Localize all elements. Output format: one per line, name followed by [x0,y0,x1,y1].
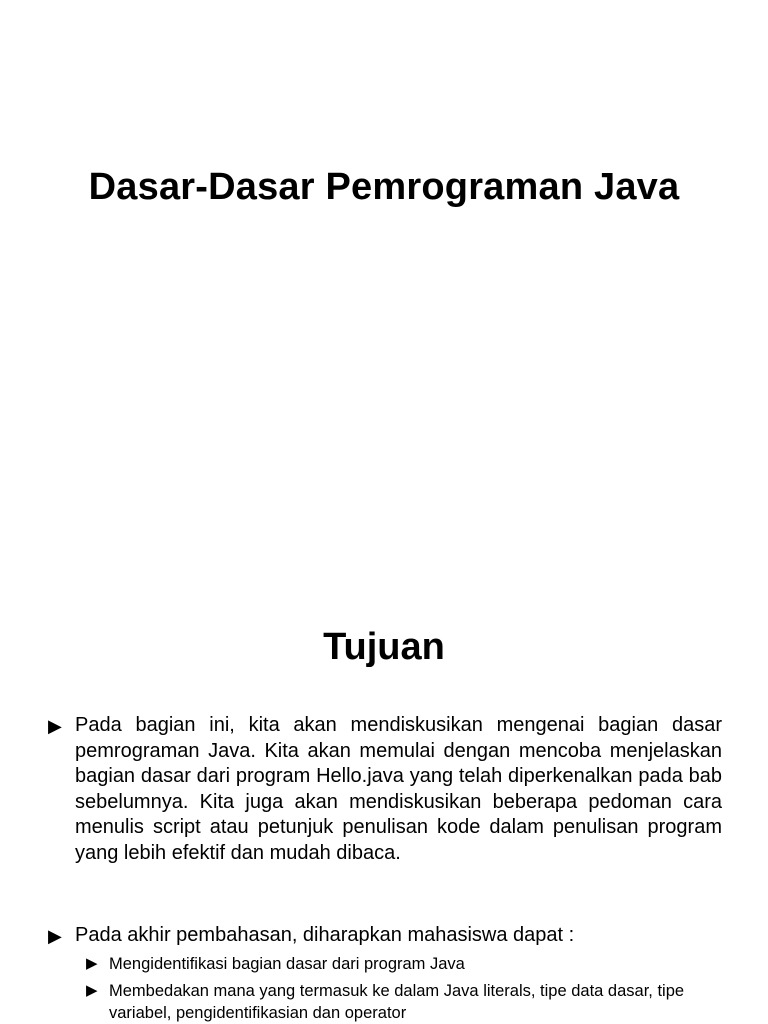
slide-objectives-heading: Tujuan [323,626,445,668]
sub-bullet-item [86,953,722,975]
sub-bullet-text: Mengidentifikasi bagian dasar dari program Java [109,955,465,973]
bullet-item [48,923,722,949]
sub-bullet-text: Membedakan mana yang termasuk ke dalam Java literals, tipe data dasar, tipe variabel, pengidentifikasian dan operator [109,982,685,1022]
triangle-bullet-icon: ▶ [48,716,62,736]
bullet-text: Pada akhir pembahasan, diharapkan mahasiswa dapat : [75,924,575,946]
bullet-text: Pada bagian ini, kita akan mendiskusikan mengenai bagian dasar pemrograman Java. Kita akan memulai dengan mencoba menjelaskan bagian dasar dari program Hello.java yang telah diperkenalkan pada bab sebelumnya. Kita juga akan mendiskusikan beberapa pedoman cara menulis script atau petunjuk penulisan kode dalam penulisan program yang lebih efektif dan mudah dibaca. [75,714,722,864]
triangle-bullet-icon: ▶ [48,926,62,946]
slide-title-heading: Dasar-Dasar Pemrograman Java [88,166,680,208]
triangle-bullet-icon: ▶ [86,955,98,972]
slide-objectives [0,576,768,1024]
triangle-bullet-icon: ▶ [86,982,98,999]
bullet-item [48,713,722,866]
sub-bullet-item [86,980,722,1024]
